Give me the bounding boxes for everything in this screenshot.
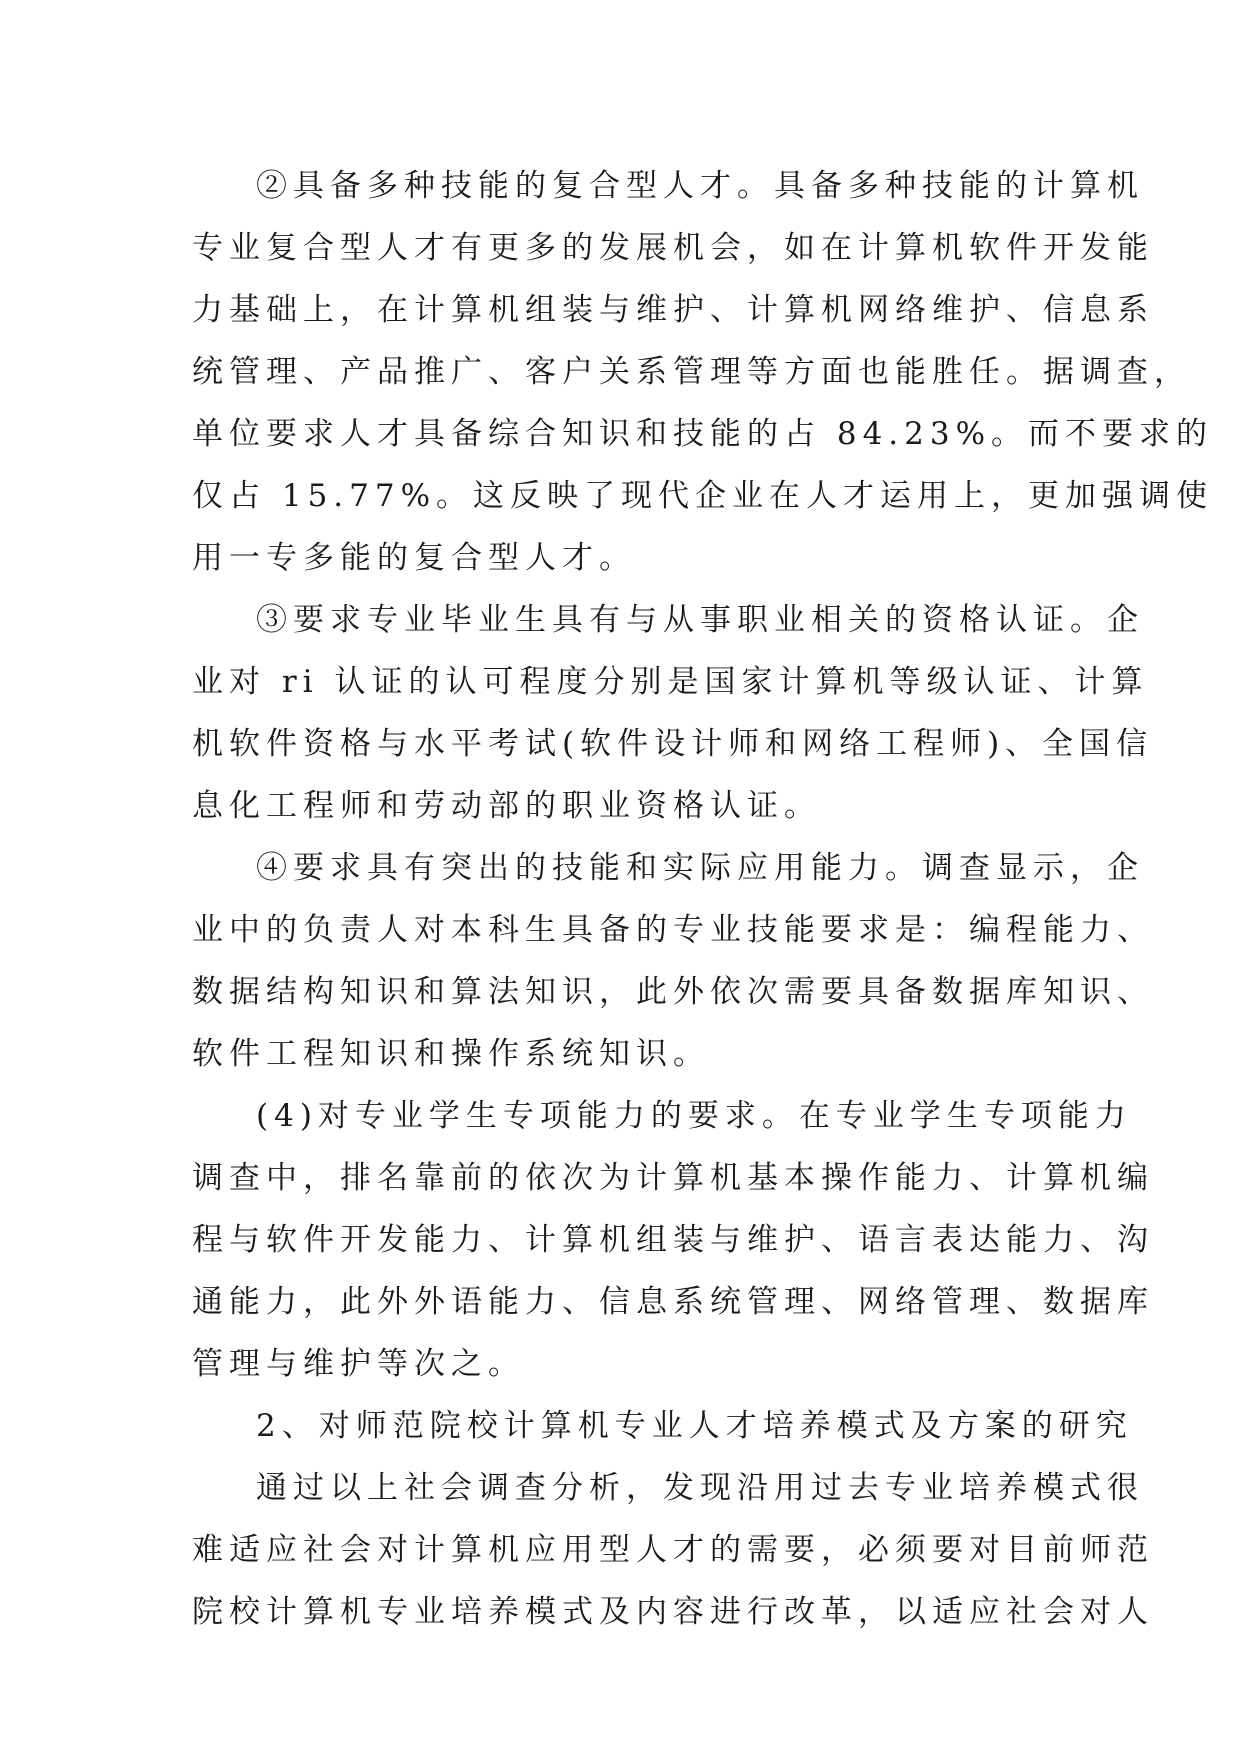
text-line: 统管理、产品推广、客户关系管理等方面也能胜任。据调查， [192,354,1191,390]
text-line: 程与软件开发能力、计算机组装与维护、语言表达能力、沟 [192,1222,1154,1258]
document-body [192,155,1214,1643]
text-line: 业中的负责人对本科生具备的专业技能要求是：编程能力、 [192,912,1154,948]
section-heading: 2、对师范院校计算机专业人才培养模式及方案的研究 [256,1408,1133,1444]
text-line: ④要求具有突出的技能和实际应用能力。调查显示，企 [256,850,1144,886]
text-line: 软件工程知识和操作系统知识。 [192,1036,710,1072]
text-line: 单位要求人才具备综合知识和技能的占 84.23%。而不要求的 [192,416,1214,452]
text-line: 通过以上社会调查分析，发现沿用过去专业培养模式很 [256,1470,1144,1506]
text-line: 调查中，排名靠前的依次为计算机基本操作能力、计算机编 [192,1160,1154,1196]
text-line: (4)对专业学生专项能力的要求。在专业学生专项能力 [256,1098,1132,1134]
text-line: ②具备多种技能的复合型人才。具备多种技能的计算机 [256,168,1144,204]
text-line: 仅占 15.77%。这反映了现代企业在人才运用上，更加强调使 [192,478,1214,514]
text-line: 院校计算机专业培养模式及内容进行改革，以适应社会对人 [192,1594,1154,1630]
text-line: 通能力，此外外语能力、信息系统管理、网络管理、数据库 [192,1284,1154,1320]
text-line: 机软件资格与水平考试(软件设计师和网络工程师)、全国信 [192,726,1154,762]
text-line: 力基础上，在计算机组装与维护、计算机网络维护、信息系 [192,292,1154,328]
text-line: 用一专多能的复合型人才。 [192,540,636,576]
text-line: 管理与维护等次之。 [192,1346,525,1382]
text-line: 业对 ri 认证的认可程度分别是国家计算机等级认证、计算 [192,664,1149,700]
text-line: 专业复合型人才有更多的发展机会，如在计算机软件开发能 [192,230,1154,266]
text-line: ③要求专业毕业生具有与从事职业相关的资格认证。企 [256,602,1144,638]
text-line: 数据结构知识和算法知识，此外依次需要具备数据库知识、 [192,974,1154,1010]
text-line: 难适应社会对计算机应用型人才的需要，必须要对目前师范 [192,1532,1154,1568]
text-line: 息化工程师和劳动部的职业资格认证。 [192,788,821,824]
